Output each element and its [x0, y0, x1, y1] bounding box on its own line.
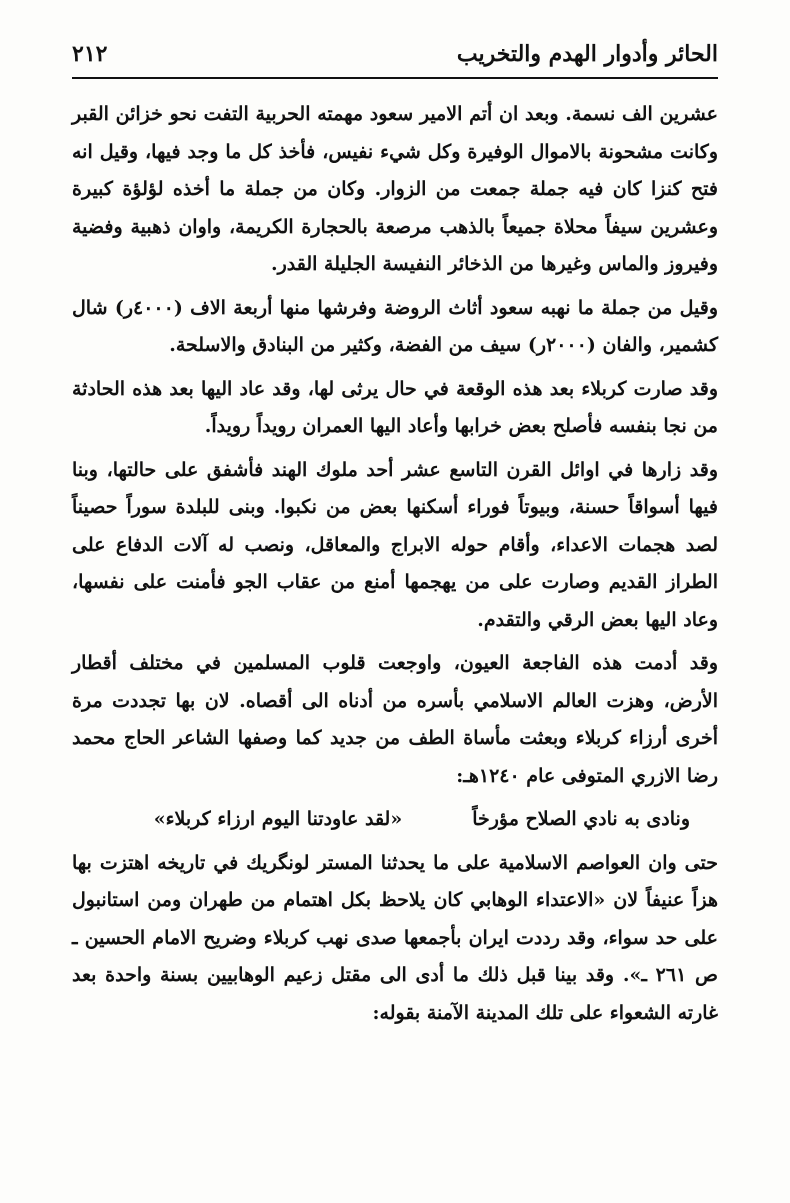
- paragraph: وقد صارت كربلاء بعد هذه الوقعة في حال يرثى لها، وقد عاد اليها بعد هذه الحادثة من نجا بنفسه فأصلح بعض خرابها وأعاد اليها العمران رويداً رويداً.: [72, 377, 718, 437]
- paragraph: وقد أدمت هذه الفاجعة العيون، واوجعت قلوب المسلمين في مختلف أقطار الأرض، وهزت العالم الاسلامي بأسره من أدناه الى أقصاه. لان بها تجددت مرة أخرى أرزاء كربلاء وبعثت مأساة الطف من جديد كما وصفها الشاعر الحاج محمد رضا الازري المتوفى عام ١٢٤٠هـ:: [72, 652, 718, 787]
- running-title: الحائر وأدوار الهدم والتخريب: [456, 41, 718, 67]
- paragraph: وقيل من جملة ما نهبه سعود أثاث الروضة وفرشها منها أربعة الاف (٤٠٠٠ر) شال كشمير، والفان (٢٠٠٠ر) سيف من الفضة، وكثير من البنادق والاسلحة.: [72, 296, 718, 356]
- verse-hemistich-second: «لقد عاودتنا اليوم ارزاء كربلاء»: [153, 808, 403, 830]
- paragraph: وقد زارها في اوائل القرن التاسع عشر أحد ملوك الهند فأشفق على حالتها، وبنا فيها أسواقاً حسنة، وبيوتاً فوراء أسكنها بعض من نكبوا. وبنى للبلدة سوراً حصيناً لصد هجمات الاعداء، وأقام حوله الابراج والمعاقل، ونصب له آلات الدفاع على الطراز القديم وصارت على من يهجمها أمنع من عقاب الجو فأمنت على نفسها، وعاد اليها بعض الرقي والتقدم.: [72, 458, 719, 631]
- page-header: [72, 34, 718, 74]
- page-number: ٢١٢: [72, 41, 108, 67]
- page-body: [72, 96, 718, 1038]
- verse-hemistich-first: ونادى به نادي الصلاح مؤرخاً: [472, 808, 690, 830]
- header-rule: [72, 77, 718, 79]
- poem-verse: [72, 801, 718, 839]
- paragraph: حتى وان العواصم الاسلامية على ما يحدثنا المستر لونگريك في تاريخه اهتزت بها هزاً عنيفاً لان «الاعتداء الوهابي كان يلاحظ بكل اهتمام من طهران ومن استانبول على حد سواء، وقد رددت ايران بأجمعها صدى نهب كربلاء وضريح الامام الحسين ـ ص ٢٦١ ـ». وقد بينا قبل ذلك ما أدى الى مقتل زعيم الوهابيين بسنة واحدة بعد غارته الشعواء على تلك المدينة الآمنة بقوله:: [72, 851, 718, 1024]
- paragraph: عشرين الف نسمة. وبعد ان أتم الامير سعود مهمته الحربية التفت نحو خزائن القبر وكانت مشحونة بالاموال الوفيرة وكل شيء نفيس، فأخذ كل ما وجد فيها، وقيل انه فتح كنزا كان فيه جملة جمعت من الزوار. وكان من جملة ما أخذه لؤلؤة كبيرة وعشرين سيفاً محلاة جميعاً بالذهب مرصعة بالحجارة الكريمة، واوان ذهبية وفضية وفيروز والماس وغيرها من الذخائر النفيسة الجليلة القدر.: [72, 103, 718, 275]
